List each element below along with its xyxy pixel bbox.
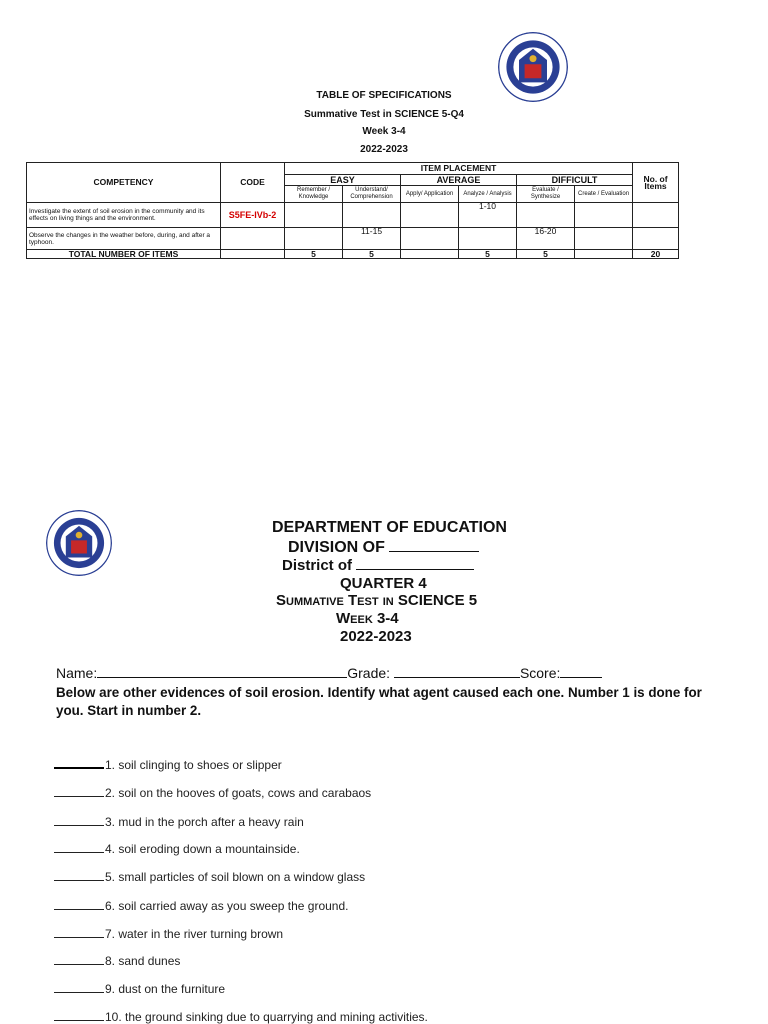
competency-header: COMPETENCY — [27, 163, 221, 203]
deped-seal-icon — [46, 510, 112, 576]
list-item — [54, 842, 300, 856]
item-text: 4. soil eroding down a mountainside. — [105, 842, 300, 856]
code-cell: S5FE-IVb-2 — [221, 203, 285, 228]
answer-blank[interactable] — [54, 880, 104, 881]
tos-week: Week 3-4 — [362, 126, 406, 137]
average-header: AVERAGE — [401, 175, 517, 186]
apply-header: Apply/ Application — [401, 186, 459, 203]
list-item — [54, 870, 365, 884]
competency-cell: Investigate the extent of soil erosion in the community and its effects on living things and the environment. — [27, 203, 221, 228]
understand-cell — [343, 203, 401, 228]
district-line — [282, 557, 474, 574]
list-item — [54, 786, 371, 800]
district-blank — [356, 569, 474, 570]
item-text: 6. soil carried away as you sweep the ground. — [105, 899, 349, 913]
specifications-table — [26, 162, 679, 259]
total-remember: 5 — [285, 250, 343, 259]
evaluate-cell: 16-20 — [517, 228, 575, 250]
grade-label: Grade: — [347, 665, 391, 681]
evaluate-header: Evaluate / Synthesize — [517, 186, 575, 203]
difficult-header: DIFFICULT — [517, 175, 633, 186]
total-evaluate: 5 — [517, 250, 575, 259]
division-blank — [389, 551, 479, 552]
analyze-header: Analyze / Analysis — [459, 186, 517, 203]
table-row — [27, 228, 679, 250]
list-item — [54, 927, 283, 941]
total-analyze: 5 — [459, 250, 517, 259]
week-heading: Week 3-4 — [336, 610, 399, 627]
district-label: District of — [282, 557, 353, 574]
answer-blank[interactable] — [54, 1020, 104, 1021]
total-understand: 5 — [343, 250, 401, 259]
item-text: 2. soil on the hooves of goats, cows and carabaos — [105, 786, 372, 800]
answer-blank[interactable] — [54, 852, 104, 853]
score-label: Score: — [519, 665, 561, 681]
item-text: 7. water in the river turning brown — [105, 927, 284, 941]
answer-blank[interactable] — [54, 796, 104, 797]
list-item — [54, 954, 180, 968]
apply-cell — [401, 203, 459, 228]
answer-blank[interactable] — [54, 964, 104, 965]
apply-cell — [401, 228, 459, 250]
create-cell — [575, 228, 633, 250]
items-cell — [633, 203, 679, 228]
total-code-cell — [221, 250, 285, 259]
analyze-cell: 1-10 — [459, 203, 517, 228]
total-create — [575, 250, 633, 259]
list-item — [54, 982, 225, 996]
item-text: 5. small particles of soil blown on a window glass — [105, 870, 366, 884]
name-label: Name: — [56, 665, 98, 681]
tos-year: 2022-2023 — [360, 144, 408, 155]
dept-heading: DEPARTMENT OF EDUCATION — [272, 519, 507, 536]
easy-header: EASY — [285, 175, 401, 186]
remember-cell — [285, 228, 343, 250]
total-row — [27, 250, 679, 259]
analyze-cell — [459, 228, 517, 250]
create-cell — [575, 203, 633, 228]
remember-cell — [285, 203, 343, 228]
code-header: CODE — [221, 163, 285, 203]
create-header: Create / Evaluation — [575, 186, 633, 203]
items-cell — [633, 228, 679, 250]
list-item — [54, 758, 282, 772]
summative-heading: Summative Test in SCIENCE 5 — [276, 592, 478, 609]
total-apply — [401, 250, 459, 259]
total-label: TOTAL NUMBER OF ITEMS — [27, 250, 221, 259]
item-text: 9. dust on the furniture — [105, 982, 226, 996]
answer-blank[interactable] — [54, 992, 104, 993]
understand-cell: 11-15 — [343, 228, 401, 250]
instructions: Below are other evidences of soil erosion. Identify what agent caused each one. Number 1 is done for you. Start in number 2. — [56, 685, 702, 718]
score-field[interactable] — [560, 677, 602, 678]
answer-blank[interactable] — [54, 909, 104, 910]
name-field[interactable] — [97, 677, 347, 678]
evaluate-cell — [517, 203, 575, 228]
understand-header: Understand/ Comprehension — [343, 186, 401, 203]
student-info-line — [56, 665, 602, 681]
list-item — [54, 899, 348, 913]
remember-header: Remember / Knowledge — [285, 186, 343, 203]
item-text: 1. soil clinging to shoes or slipper — [105, 758, 282, 772]
division-line — [288, 539, 479, 557]
table-row — [27, 203, 679, 228]
tos-subtitle: Summative Test in SCIENCE 5-Q4 — [304, 109, 464, 120]
item-text: 10. the ground sinking due to quarrying and mining activities. — [105, 1010, 428, 1024]
total-items: 20 — [633, 250, 679, 259]
quarter-heading: QUARTER 4 — [340, 575, 427, 592]
item-placement-header: ITEM PLACEMENT — [285, 163, 633, 175]
list-item — [54, 1010, 428, 1024]
answer-blank[interactable] — [54, 767, 104, 769]
tos-title: TABLE OF SPECIFICATIONS — [316, 90, 452, 101]
year-heading: 2022-2023 — [340, 628, 412, 645]
grade-field[interactable] — [394, 677, 520, 678]
item-text: 3. mud in the porch after a heavy rain — [105, 815, 304, 829]
list-item — [54, 815, 304, 829]
item-text: 8. sand dunes — [105, 954, 181, 968]
answer-blank[interactable] — [54, 937, 104, 938]
no-of-items-header: No. of Items — [633, 163, 679, 203]
code-cell — [221, 228, 285, 250]
answer-blank[interactable] — [54, 825, 104, 826]
competency-cell: Observe the changes in the weather before, during, and after a typhoon. — [27, 228, 221, 250]
division-label: DIVISION OF — [288, 539, 385, 556]
